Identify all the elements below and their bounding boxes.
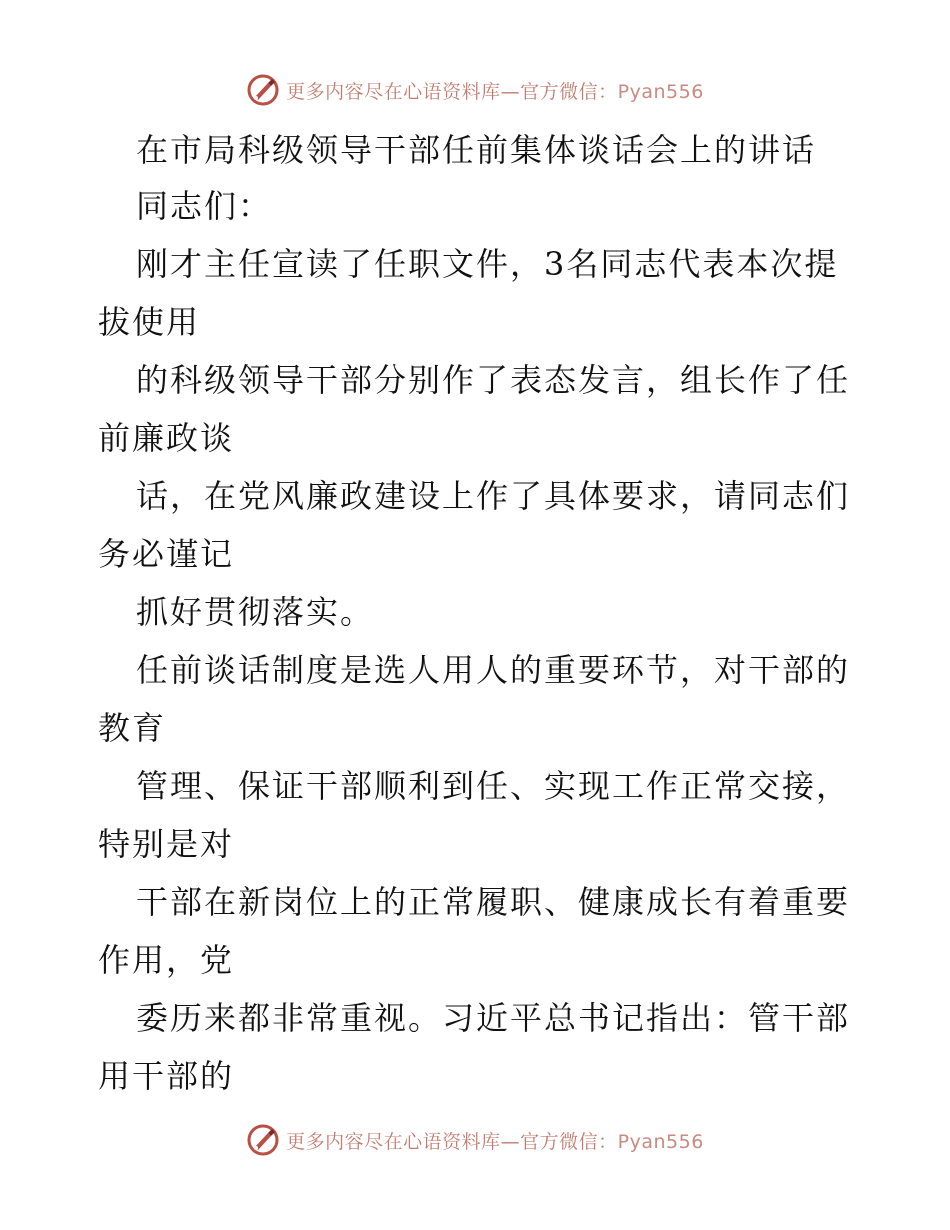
header-banner xyxy=(0,70,950,110)
banner-handle: Pyan556 xyxy=(617,80,704,103)
text-line: 任前谈话制度是选人用人的重要环节，对干部的 xyxy=(136,651,851,689)
text-line: 抓好贯彻落实。 xyxy=(136,593,375,631)
text-line: 作用，党 xyxy=(98,941,235,979)
text-line: 委历来都非常重视。习近平总书记指出：管干部 xyxy=(136,999,851,1037)
text-line: 的科级领导干部分别作了表态发言，组长作了任 xyxy=(136,361,851,399)
text-line: 务必谨记 xyxy=(98,535,235,573)
banner-label: 更多内容尽在心语资料库—官方微信： xyxy=(286,1130,618,1153)
text-line: 干部在新岗位上的正常履职、健康成长有着重要 xyxy=(136,883,851,921)
text-line: 前廉政谈 xyxy=(98,419,235,457)
banner-handle: Pyan556 xyxy=(617,1130,704,1153)
text-line: 话，在党风廉政建设上作了具体要求，请同志们 xyxy=(136,477,851,515)
pen-logo-icon xyxy=(246,73,280,107)
banner-text xyxy=(286,1127,704,1154)
document-title: 在市局科级领导干部任前集体谈话会上的讲话 xyxy=(136,131,817,169)
text-line: 特别是对 xyxy=(98,825,235,863)
banner-label: 更多内容尽在心语资料库—官方微信： xyxy=(286,80,618,103)
footer-banner-content xyxy=(246,1123,704,1157)
salutation: 同志们： xyxy=(136,187,273,225)
text-line: 刚才主任宣读了任职文件，3名同志代表本次提 xyxy=(136,245,839,283)
banner-text xyxy=(286,77,704,104)
pen-logo-icon xyxy=(246,1123,280,1157)
header-banner-content xyxy=(246,73,704,107)
text-line: 管理、保证干部顺利到任、实现工作正常交接， xyxy=(136,767,851,805)
text-line: 教育 xyxy=(98,709,167,747)
text-line: 用干部的 xyxy=(98,1057,235,1095)
text-line: 拔使用 xyxy=(98,303,201,341)
footer-banner xyxy=(0,1120,950,1160)
